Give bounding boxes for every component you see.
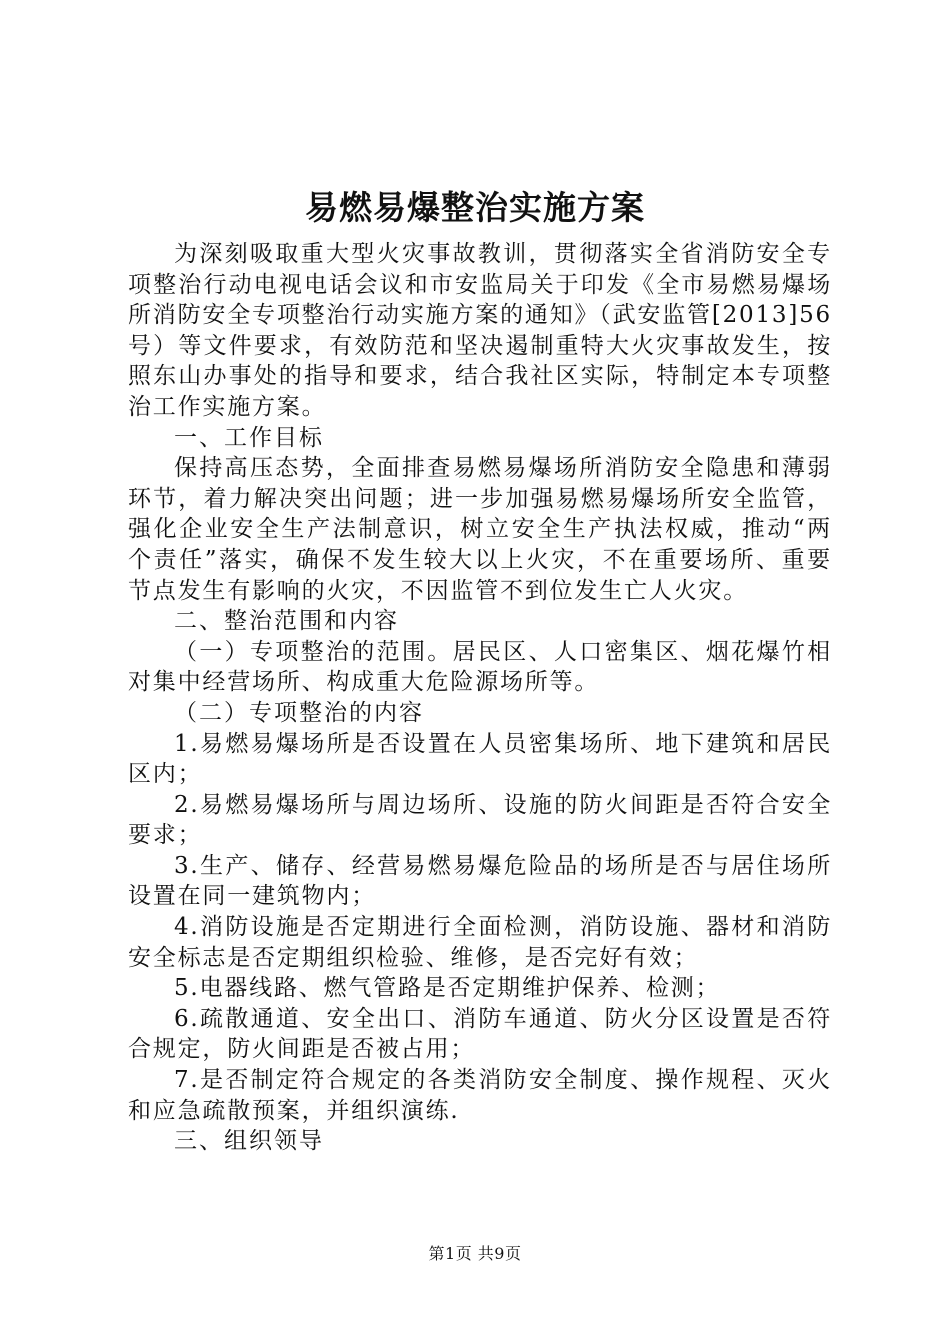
section-heading-leadership: 三、组织领导 xyxy=(174,1128,324,1155)
subsection-heading-content: （二）专项整治的内容 xyxy=(174,699,424,726)
goals-paragraph: 保持高压态势，全面排查易燃易爆场所消防安全隐患和薄弱环节，着力解决突出问题；进一步加强易燃易爆场所安全监管，强化企业安全生产法制意识，树立安全生产执法权威，推动“两个责任”落实，确保不发生较大以上火灾，不在重要场所、重要节点发生有影响的火灾，不因监管不到位发生亡人火灾。 xyxy=(128,455,832,604)
document-body xyxy=(128,239,832,1157)
scope-paragraph: （一）专项整治的范围。居民区、人口密集区、烟花爆竹相对集中经营场所、构成重大危险源场所等。 xyxy=(128,638,832,696)
list-item: 1.易燃易爆场所是否设置在人员密集场所、地下建筑和居民区内； xyxy=(128,730,832,788)
section-heading-goals: 一、工作目标 xyxy=(174,424,324,451)
document-title: 易燃易爆整治实施方案 xyxy=(305,188,645,227)
section-heading-scope: 二、整治范围和内容 xyxy=(174,608,399,635)
list-item: 7.是否制定符合规定的各类消防安全制度、操作规程、灭火和应急疏散预案，并组织演练. xyxy=(128,1067,832,1124)
list-item: 5.电器线路、燃气管路是否定期维护保养、检测； xyxy=(174,975,721,1002)
page-number-footer: 第1页 共9页 xyxy=(428,1244,522,1263)
intro-paragraph: 为深刻吸取重大型火灾事故教训，贯彻落实全省消防安全专项整治行动电视电话会议和市安监局关于印发《全市易燃易爆场所消防安全专项整治行动实施方案的通知》（武安监管[2013]56号）等文件要求，有效防范和坚决遏制重特大火灾事故发生，按照东山办事处的指导和要求，结合我社区实际，特制定本专项整治工作实施方案。 xyxy=(128,241,832,420)
list-item: 6.疏散通道、安全出口、消防车通道、防火分区设置是否符合规定，防火间距是否被占用； xyxy=(128,1005,832,1063)
list-item: 4.消防设施是否定期进行全面检测，消防设施、器材和消防安全标志是否定期组织检验、维修，是否完好有效； xyxy=(128,914,832,971)
list-item: 3.生产、储存、经营易燃易爆危险品的场所是否与居住场所设置在同一建筑物内； xyxy=(128,852,832,910)
list-item: 2.易燃易爆场所与周边场所、设施的防火间距是否符合安全要求； xyxy=(128,791,832,849)
